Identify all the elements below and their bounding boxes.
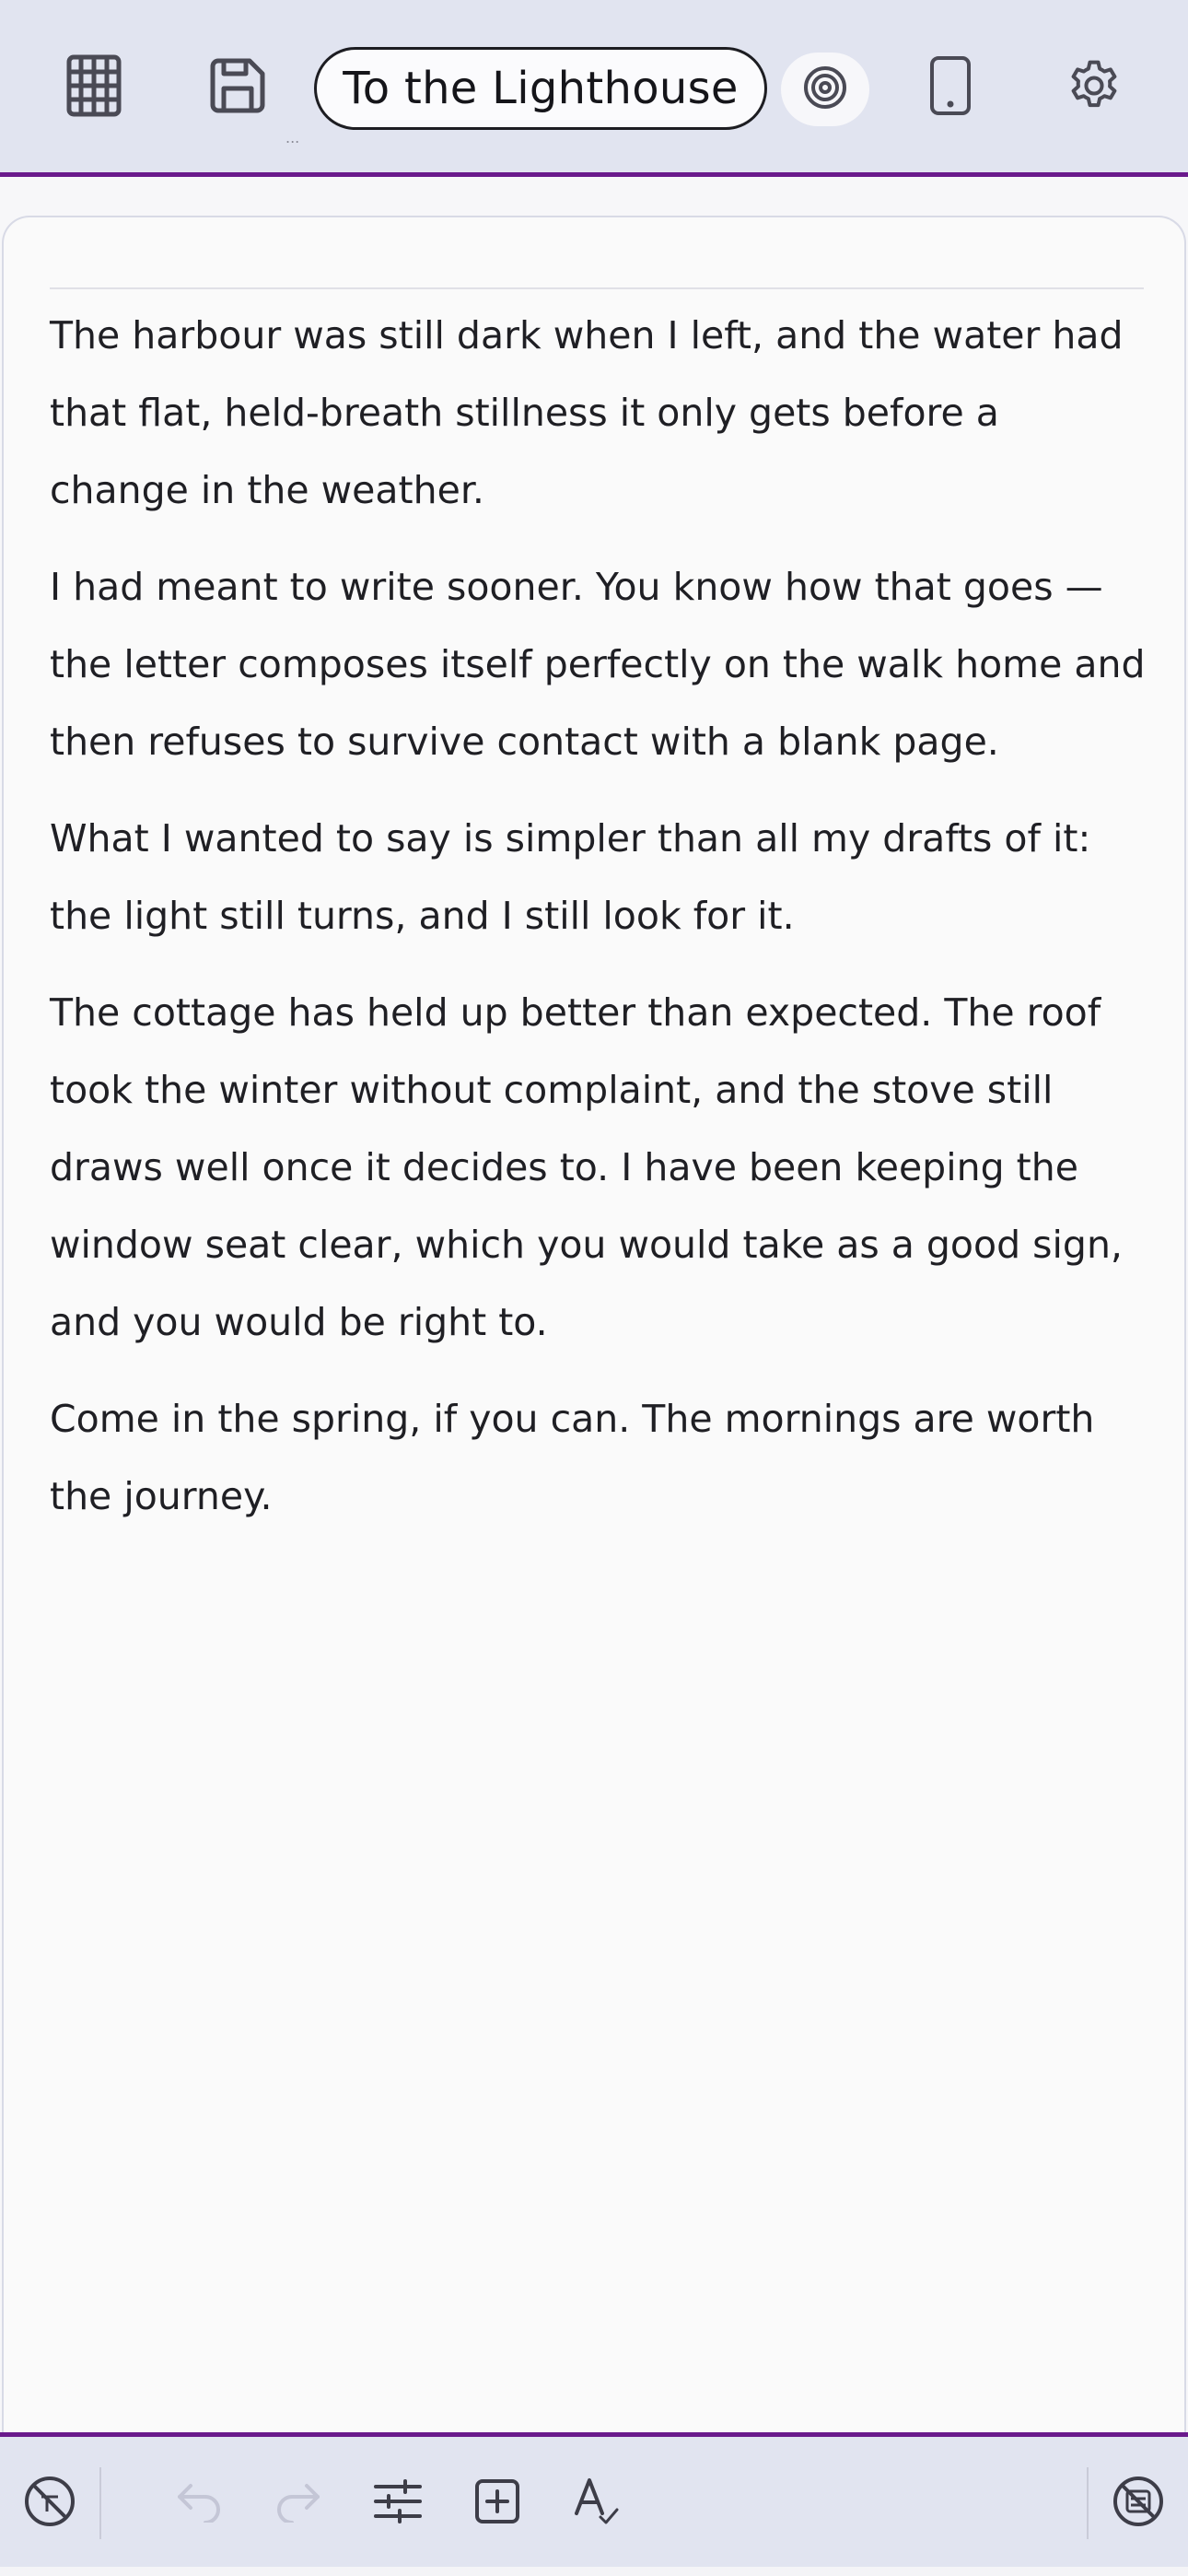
redo-button[interactable]	[265, 2470, 332, 2536]
grid-icon	[65, 53, 122, 122]
home-indicator-area	[0, 2567, 1188, 2576]
document-editor[interactable]	[2, 216, 1186, 2440]
settings-icon	[1065, 56, 1124, 119]
insert-icon	[474, 2478, 520, 2528]
spellcheck-button[interactable]	[564, 2470, 630, 2536]
no-format-icon	[23, 2475, 76, 2532]
save-icon	[209, 57, 266, 118]
paragraph: I had meant to write sooner. You know how that goes — the letter composes itself perfectly on the walk home and then refuses to survive contact with a blank page.	[50, 565, 1146, 764]
focus-target-icon	[802, 64, 848, 114]
settings-button[interactable]	[1057, 51, 1131, 124]
document-body[interactable]	[50, 297, 1146, 1554]
bottom-toolbar	[0, 2432, 1188, 2576]
title-overflow-indicator: ...	[285, 129, 300, 146]
adjust-sliders-icon	[374, 2479, 422, 2527]
focus-mode-button[interactable]	[781, 53, 869, 126]
undo-icon	[176, 2480, 222, 2526]
toolbar-divider	[99, 2467, 101, 2539]
device-icon	[929, 55, 972, 120]
clear-formatting-button[interactable]	[17, 2470, 83, 2536]
toolbar-divider	[1087, 2467, 1089, 2539]
toggle-panel-icon	[1112, 2475, 1165, 2532]
insert-button[interactable]	[464, 2470, 530, 2536]
top-toolbar	[0, 0, 1188, 177]
adjust-button[interactable]	[365, 2470, 431, 2536]
undo-button[interactable]	[166, 2470, 232, 2536]
paragraph: The cottage has held up better than expected. The roof took the winter without complaint, and the stove still draws well once it decides to. I have been keeping the window seat clear, which you would take as a good sign, and you would be right to.	[50, 990, 1123, 1344]
redo-icon	[275, 2480, 321, 2526]
save-button[interactable]	[201, 51, 274, 124]
header-divider	[50, 287, 1144, 289]
paragraph: Come in the spring, if you can. The mornings are worth the journey.	[50, 1397, 1095, 1518]
document-title-pill[interactable]: To the Lighthouse	[314, 47, 767, 130]
paragraph: The harbour was still dark when I left, and the water had that flat, held-breath stillness it only gets before a change in the weather.	[50, 313, 1124, 512]
paragraph: What I wanted to say is simpler than all my drafts of it: the light still turns, and I still look for it.	[50, 816, 1091, 938]
device-preview-button[interactable]	[914, 51, 987, 124]
grid-button[interactable]	[57, 51, 131, 124]
toggle-panel-button[interactable]	[1105, 2470, 1171, 2536]
spellcheck-icon	[573, 2476, 621, 2530]
